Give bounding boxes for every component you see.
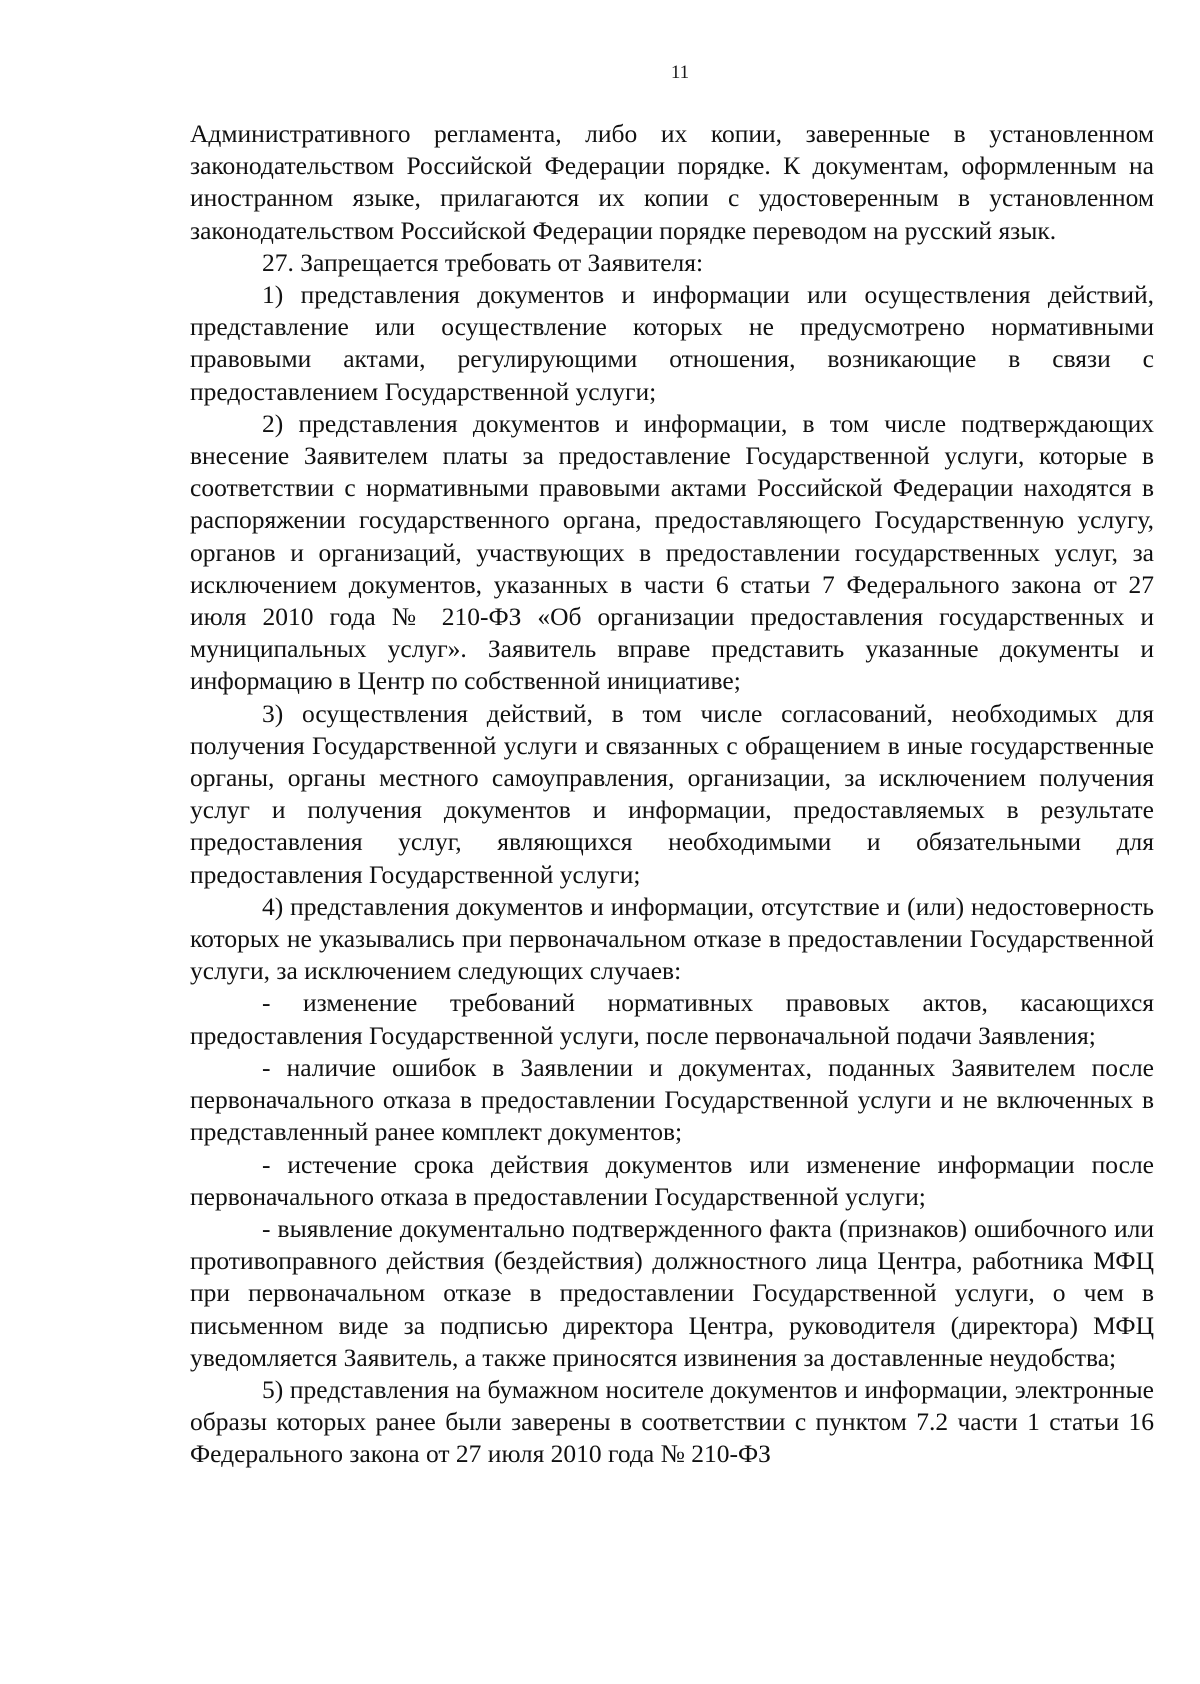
paragraph-subitem-3: 3) осуществления действий, в том числе согласований, необходимых для получения Государственной услуги и связанных с обращением в иные государственные органы, органы местного самоуправления, организации, за исключением получения услуг и получения документов и информации, предоставляемых в результате предоставления услуг, являющихся необходимыми и обязательными для предоставления Государственной услуги; (190, 698, 1154, 889)
page-number: 11 (670, 62, 690, 83)
list-item-requirements-change: - изменение требований нормативных правовых актов, касающихся предоставления Государственной услуги, после первоначальной подачи Заявления; (190, 988, 1154, 1050)
paragraph-subitem-1: 1) представления документов и информации или осуществления действий, представление или осуществление которых не предусмотрено нормативными правовыми актами, регулирующими отношения, возникающие в связи с предоставлением Государственной услуги; (190, 280, 1154, 406)
paragraph-subitem-2: 2) представления документов и информации, в том числе подтверждающих внесение Заявителем платы за предоставление Государственной услуги, которые в соответствии с нормативными правовыми актами Российской Федерации находятся в распоряжении государственного органа, предоставляющего Государственную услугу, органов и организаций, участвующих в предоставлении государственных услуг, за исключением документов, указанных в части 6 статьи 7 Федерального закона от 27 июля 2010 года № 210-ФЗ «Об организации предоставления государственных и муниципальных услуг». Заявитель вправе представить указанные документы и информацию в Центр по собственной инициативе; (190, 408, 1154, 696)
list-item-unlawful-action: - выявление документально подтвержденного факта (признаков) ошибочного или противоправного действия (бездействия) должностного лица Центра, работника МФЦ при первоначальном отказе в предоставлении Государственной услуги, о чем в письменном виде за подписью директора Центра, руководителя (директора) МФЦ уведомляется Заявитель, а также приносятся извинения за доставленные неудобства; (190, 1213, 1154, 1372)
paragraph-item-27: 27. Запрещается требовать от Заявителя: (262, 247, 704, 277)
list-item-errors: - наличие ошибок в Заявлении и документах, поданных Заявителем после первоначального отказа в предоставлении Государственной услуги и не включенных в представленный ранее комплект документов; (190, 1052, 1154, 1147)
paragraph-continuation: Административного регламента, либо их копии, заверенные в установленном законодательством Российской Федерации порядке. К документам, оформленным на иностранном языке, прилагаются их копии с удостоверенным в установленном законодательством Российской Федерации порядке переводом на русский язык. (190, 119, 1154, 245)
document-body (190, 118, 1154, 1471)
paragraph-subitem-5: 5) представления на бумажном носителе документов и информации, электронные образы которых ранее были заверены в соответствии с пунктом 7.2 части 1 статьи 16 Федерального закона от 27 июля 2010 года № 210-ФЗ (190, 1374, 1154, 1469)
list-item-expiration: - истечение срока действия документов или изменение информации после первоначального отказа в предоставлении Государственной услуги; (190, 1149, 1154, 1211)
paragraph-subitem-4: 4) представления документов и информации, отсутствие и (или) недостоверность которых не указывались при первоначальном отказе в предоставлении Государственной услуги, за исключением следующих случаев: (190, 891, 1154, 986)
